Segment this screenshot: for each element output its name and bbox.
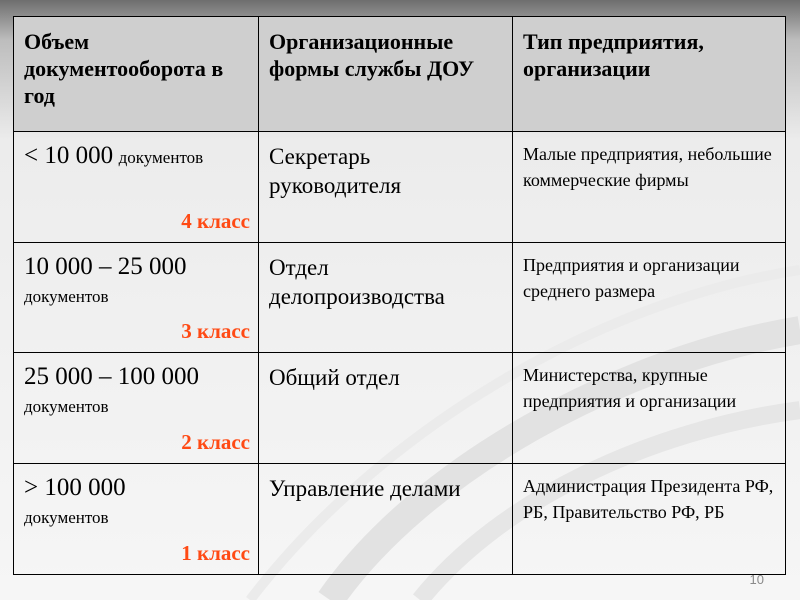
table-row: [14, 132, 786, 243]
form-cell: Общий отдел: [259, 353, 513, 464]
header-cell-forms: Организационные формы службы ДОУ: [259, 17, 513, 132]
form-cell: Секретарь руководителя: [259, 132, 513, 243]
volume-unit: документов: [118, 148, 204, 167]
form-cell: Управление делами: [259, 464, 513, 575]
form-cell: Отдел делопроизводства: [259, 243, 513, 353]
page-number: 10: [749, 572, 764, 587]
header-cell-type: Тип предприятия, организации: [513, 17, 786, 132]
class-label: 4 класс: [181, 209, 250, 233]
volume-range: < 10 000: [24, 142, 114, 169]
class-label: 3 класс: [181, 319, 250, 343]
volume-range: > 100 000: [24, 474, 126, 501]
class-label: 1 класс: [181, 541, 250, 565]
table-row: [14, 464, 786, 575]
type-cell: Предприятия и организации среднего размера: [513, 243, 786, 353]
volume-range: 25 000 – 100 000: [24, 363, 199, 390]
volume-cell: [14, 132, 259, 243]
table-row: [14, 353, 786, 464]
type-cell: Администрация Президента РФ, РБ, Правительство РФ, РБ: [513, 464, 786, 575]
volume-cell: [14, 243, 259, 353]
type-cell: Министерства, крупные предприятия и организации: [513, 353, 786, 464]
class-label: 2 класс: [181, 430, 250, 454]
volume-unit: документов: [24, 508, 109, 527]
volume-cell: [14, 464, 259, 575]
volume-cell: [14, 353, 259, 464]
volume-unit: документов: [24, 397, 109, 416]
document-volume-table: [13, 16, 786, 575]
table-row: [14, 243, 786, 353]
volume-range: 10 000 – 25 000: [24, 253, 187, 280]
volume-unit: документов: [24, 287, 109, 306]
header-cell-volume: Объем документооборота в год: [14, 17, 259, 132]
table-header-row: [14, 17, 786, 132]
type-cell: Малые предприятия, небольшие коммерческие фирмы: [513, 132, 786, 243]
